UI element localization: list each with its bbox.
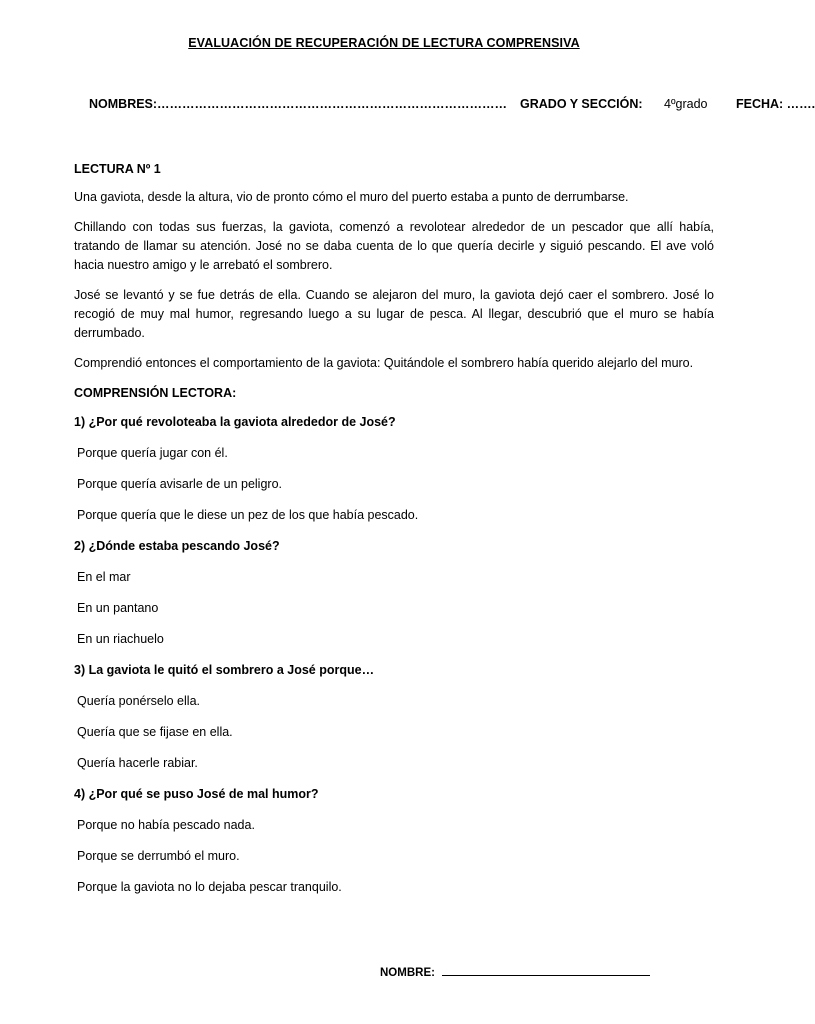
document-body [74, 160, 714, 909]
grade-section-label: GRADO Y SECCIÓN: [520, 97, 643, 111]
answer-option: Porque se derrumbó el muro. [77, 849, 240, 863]
name-signature-line [442, 965, 650, 976]
answer-option: En un pantano [77, 601, 159, 615]
document-title: EVALUACIÓN DE RECUPERACIÓN DE LECTURA COMPRENSIVA [188, 36, 580, 50]
reading-paragraph: Una gaviota, desde la altura, vio de pronto cómo el muro del puerto estaba a punto de derrumbarse. [74, 190, 629, 204]
answer-option: Quería ponérselo ella. [77, 694, 200, 708]
date-label: FECHA: ……. [735, 97, 815, 111]
names-label: NOMBRES:………………………………………………………………………… [89, 97, 508, 111]
answer-option: En un riachuelo [77, 632, 164, 646]
answer-option: En el mar [77, 570, 131, 584]
answer-option: Porque quería que le diese un pez de los que había pescado. [77, 508, 419, 522]
answer-option: Porque quería avisarle de un peligro. [77, 477, 282, 491]
question-1: 1) ¿Por qué revoloteaba la gaviota alrededor de José? [74, 415, 396, 429]
grade-value: 4ºgrado [664, 97, 708, 111]
reading-paragraph: Comprendió entonces el comportamiento de la gaviota: Quitándole el sombrero había querido alejarlo del muro. [74, 356, 694, 370]
reading-paragraph: José se levantó y se fue detrás de ella. Cuando se alejaron del muro, la gaviota dejó caer el sombrero. José lo recogió de muy mal humor, regresando luego a su lugar de pesca. Al llegar, descubrió que el muro se había derrumbado. [74, 288, 714, 340]
question-3: 3) La gaviota le quitó el sombrero a José porque… [74, 663, 375, 677]
question-2: 2) ¿Dónde estaba pescando José? [74, 539, 280, 553]
answer-option: Porque la gaviota no lo dejaba pescar tranquilo. [77, 880, 342, 894]
answer-option: Quería hacerle rabiar. [77, 756, 198, 770]
reading-title: LECTURA Nº 1 [74, 162, 161, 176]
student-info-header [89, 97, 815, 111]
answer-option: Quería que se fijase en ella. [77, 725, 233, 739]
signature-footer [380, 965, 650, 979]
question-4: 4) ¿Por qué se puso José de mal humor? [74, 787, 319, 801]
answer-option: Porque no había pescado nada. [77, 818, 255, 832]
footer-name-label: NOMBRE: [380, 967, 435, 979]
reading-paragraph: Chillando con todas sus fuerzas, la gaviota, comenzó a revolotear alrededor de un pescador que allí había, tratando de llamar su atención. José no se daba cuenta de lo que quería decirle y siguió pescando. El ave voló hacia nuestro amigo y le arrebató el sombrero. [74, 220, 714, 272]
answer-option: Porque quería jugar con él. [77, 446, 228, 460]
comprehension-title: COMPRENSIÓN LECTORA: [74, 386, 237, 400]
